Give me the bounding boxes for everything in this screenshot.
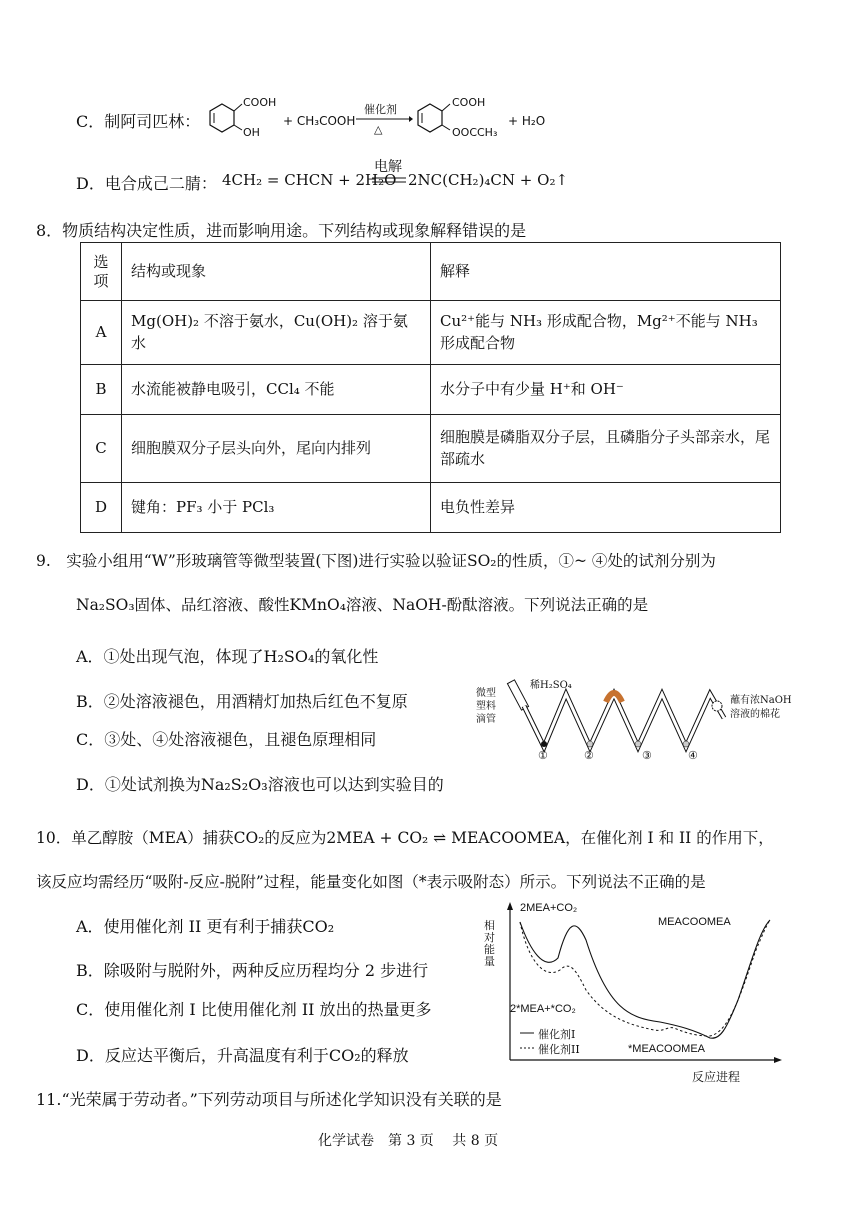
q9-option-b: B．②处溶液褪色，用酒精灯加热后红色不复原 (76, 692, 408, 711)
q9-option-a: A．①处出现气泡，体现了H₂SO₄的氧化性 (76, 647, 379, 666)
w-tube-figure (474, 672, 804, 767)
reaction-arrow (354, 115, 414, 123)
row-phenomenon: 键角：PF₃ 小于 PCl₃ (122, 483, 431, 533)
salicylic-cooh: COOH (243, 96, 277, 109)
salicylic-oh: OH (243, 126, 260, 139)
label-start: 2MEA+CO₂ (520, 902, 578, 914)
acetic-acid: + CH₃COOH (283, 114, 356, 128)
header-option (81, 243, 122, 301)
position-4: ④ (688, 749, 698, 762)
label-ads: 2*MEA+*CO₂ (510, 1003, 576, 1015)
cotton-label-1: 蘸有浓NaOH (730, 695, 792, 706)
q9-option-c: C．③处、④处溶液褪色，且褪色原理相同 (76, 730, 377, 749)
q9-stem-line2: Na₂SO₃固体、品红溶液、酸性KMnO₄溶液、NaOH-酚酞溶液。下列说法正确的是 (76, 596, 649, 614)
q7-option-d-left: 4CH₂ = CHCN + 2H₂O (222, 171, 397, 189)
cotton-icon (712, 701, 722, 711)
energy-diagram (480, 900, 790, 1085)
row-explanation: Cu²⁺能与 NH₃ 形成配合物，Mg²⁺不能与 NH₃ 形成配合物 (431, 301, 781, 365)
q8-table (80, 242, 781, 533)
q7-option-c-label: C．制阿司匹林： (76, 112, 201, 131)
position-1: ① (538, 749, 548, 762)
q10-stem-line2: 该反应均需经历“吸附-反应-脱附”过程，能量变化如图（*表示吸附态）所示。下列说法不正确的是 (36, 873, 706, 891)
cotton-label-2: 溶液的棉花 (730, 709, 780, 720)
q7-option-d-right: 2NC(CH₂)₄CN + O₂↑ (408, 171, 569, 189)
legend-catalyst-1: 催化剂I (538, 1028, 576, 1041)
q10-option-b: B．除吸附与脱附外，两种反应历程均分 2 步进行 (76, 961, 429, 980)
row-explanation: 水分子中有少量 H⁺和 OH⁻ (431, 365, 781, 415)
row-explanation: 电负性差异 (431, 483, 781, 533)
q10-stem-line1: 10．单乙醇胺（MEA）捕获CO₂的反应为2MEA + CO₂ ⇌ MEACOOMEA，在催化剂 I 和 II 的作用下， (36, 829, 774, 847)
q11-stem: 11.“光荣属于劳动者。”下列劳动项目与所述化学知识没有关联的是 (36, 1090, 502, 1109)
q9-option-d: D．①处试剂换为Na₂S₂O₃溶液也可以达到实验目的 (76, 775, 444, 794)
q10-option-c: C．使用催化剂 I 比使用催化剂 II 放出的热量更多 (76, 1000, 432, 1019)
acid-label: 稀H₂SO₄ (530, 680, 572, 691)
aspirin-oocch3: OOCCH₃ (452, 126, 498, 139)
equals-sign-long (372, 176, 406, 184)
q10-option-d: D．反应达平衡后，升高温度有利于CO₂的释放 (76, 1046, 409, 1065)
q9-stem-line1: 9. 实验小组用“W”形玻璃管等微型装置(下图)进行实验以验证SO₂的性质，①~ ④处的试剂分别为 (36, 552, 716, 570)
dropper-label-3: 滴管 (476, 714, 496, 725)
x-axis-label: 反应进程 (692, 1070, 741, 1084)
table-row (81, 415, 781, 483)
header-option-text: 选项 (93, 252, 109, 290)
q10-option-a: A．使用催化剂 II 更有利于捕获CO₂ (76, 917, 335, 936)
row-option: B (81, 365, 122, 415)
row-option: D (81, 483, 122, 533)
row-option: A (81, 301, 122, 365)
y-axis-label: 相对能量 (484, 919, 495, 969)
dropper-label-1: 微型 (476, 688, 496, 699)
position-3: ③ (642, 749, 652, 762)
table-row (81, 365, 781, 415)
aspirin-cooh: COOH (452, 96, 486, 109)
q8-stem: 8．物质结构决定性质，进而影响用途。下列结构或现象解释错误的是 (36, 221, 527, 240)
label-product-ads: *MEACOOMEA (628, 1043, 706, 1055)
table-header-row (81, 243, 781, 301)
heat-symbol: △ (374, 123, 383, 136)
table-row (81, 483, 781, 533)
row-phenomenon: Mg(OH)₂ 不溶于氨水，Cu(OH)₂ 溶于氨水 (122, 301, 431, 365)
row-phenomenon: 水流能被静电吸引，CCl₄ 不能 (122, 365, 431, 415)
label-product: MEACOOMEA (658, 916, 731, 928)
electrolysis-label: 电解 (374, 159, 402, 175)
header-phenomenon: 结构或现象 (122, 243, 431, 301)
page-footer: 化学试卷 第 3 页 共 8 页 (318, 1133, 499, 1149)
catalyst-label: 催化剂 (364, 103, 397, 116)
water-product: + H₂O (508, 114, 546, 128)
row-option: C (81, 415, 122, 483)
header-explanation: 解释 (431, 243, 781, 301)
legend-catalyst-2: 催化剂II (538, 1043, 580, 1056)
table-row (81, 301, 781, 365)
row-phenomenon: 细胞膜双分子层头向外，尾向内排列 (122, 415, 431, 483)
row-explanation: 细胞膜是磷脂双分子层，且磷脂分子头部亲水，尾部疏水 (431, 415, 781, 483)
position-2: ② (584, 749, 594, 762)
q7-option-d-label: D．电合成己二腈： (76, 174, 217, 193)
dropper-label-2: 塑料 (476, 701, 496, 712)
